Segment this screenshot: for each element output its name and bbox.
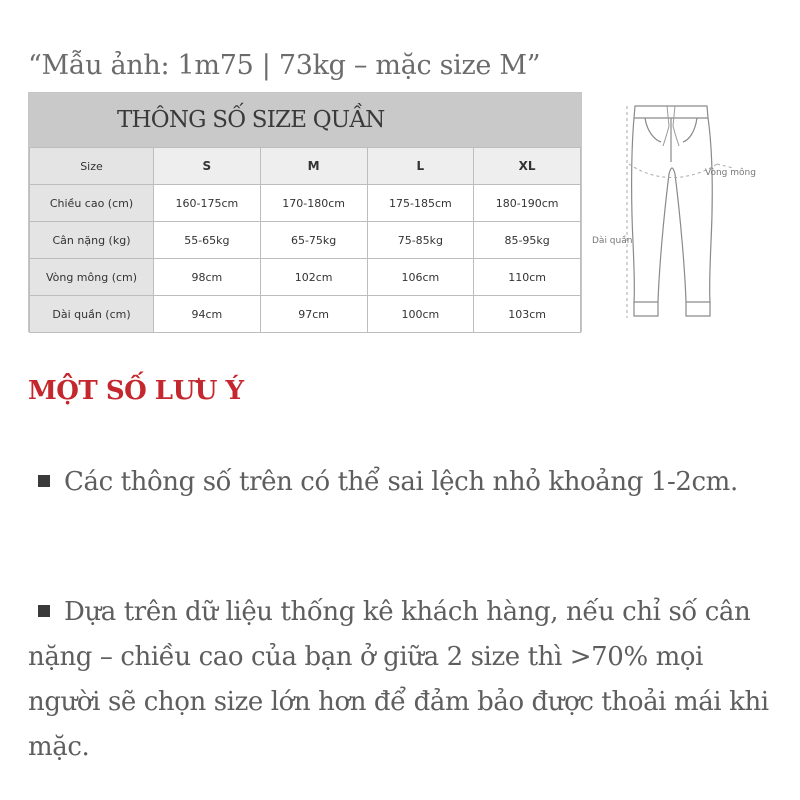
table-cell: 170-180cm [260, 185, 367, 222]
table-cell: 102cm [260, 259, 367, 296]
pants-diagram [585, 92, 775, 332]
weight-row [30, 222, 581, 259]
note-item [28, 590, 773, 770]
table-cell: 97cm [260, 296, 367, 333]
table-cell: 65-75kg [260, 222, 367, 259]
length-row [30, 296, 581, 333]
size-chart-header [29, 93, 581, 147]
size-xl: XL [474, 148, 581, 185]
length-measure-label: Dài quần [592, 236, 633, 246]
length-label: Dài quần (cm) [30, 296, 154, 333]
table-cell: 55-65kg [154, 222, 261, 259]
hip-label: Vòng mông (cm) [30, 259, 154, 296]
hip-measure-label: Vòng mông [705, 168, 756, 178]
table-cell: 110cm [474, 259, 581, 296]
weight-label: Cân nặng (kg) [30, 222, 154, 259]
model-caption: “Mẫu ảnh: 1m75 | 73kg – mặc size M” [28, 50, 541, 81]
table-cell: 180-190cm [474, 185, 581, 222]
square-bullet-icon [38, 475, 50, 487]
size-m: M [260, 148, 367, 185]
square-bullet-icon [38, 605, 50, 617]
table-cell: 175-185cm [367, 185, 474, 222]
table-cell: 100cm [367, 296, 474, 333]
table-cell: 106cm [367, 259, 474, 296]
table-cell: 85-95kg [474, 222, 581, 259]
size-chart [28, 92, 582, 332]
height-row [30, 185, 581, 222]
note-text: Các thông số trên có thể sai lệch nhỏ khoảng 1-2cm. [64, 467, 738, 497]
pants-illustration-icon [585, 92, 775, 332]
table-cell: 98cm [154, 259, 261, 296]
size-header-row [30, 148, 581, 185]
hip-row [30, 259, 581, 296]
height-label: Chiều cao (cm) [30, 185, 154, 222]
note-item [28, 460, 773, 505]
size-header-label: Size [30, 148, 154, 185]
size-chart-title: THÔNG SỐ SIZE QUẦN [117, 107, 385, 133]
size-s: S [154, 148, 261, 185]
table-cell: 103cm [474, 296, 581, 333]
table-cell: 75-85kg [367, 222, 474, 259]
note-text: Dựa trên dữ liệu thống kê khách hàng, nếu chỉ số cân nặng – chiều cao của bạn ở giữa 2 size thì >70% mọi người sẽ chọn size lớn hơn để đảm bảo được thoải mái khi mặc. [28, 597, 769, 762]
table-cell: 94cm [154, 296, 261, 333]
table-cell: 160-175cm [154, 185, 261, 222]
size-l: L [367, 148, 474, 185]
notes-heading: MỘT SỐ LƯU Ý [28, 376, 244, 406]
size-table [29, 147, 581, 333]
